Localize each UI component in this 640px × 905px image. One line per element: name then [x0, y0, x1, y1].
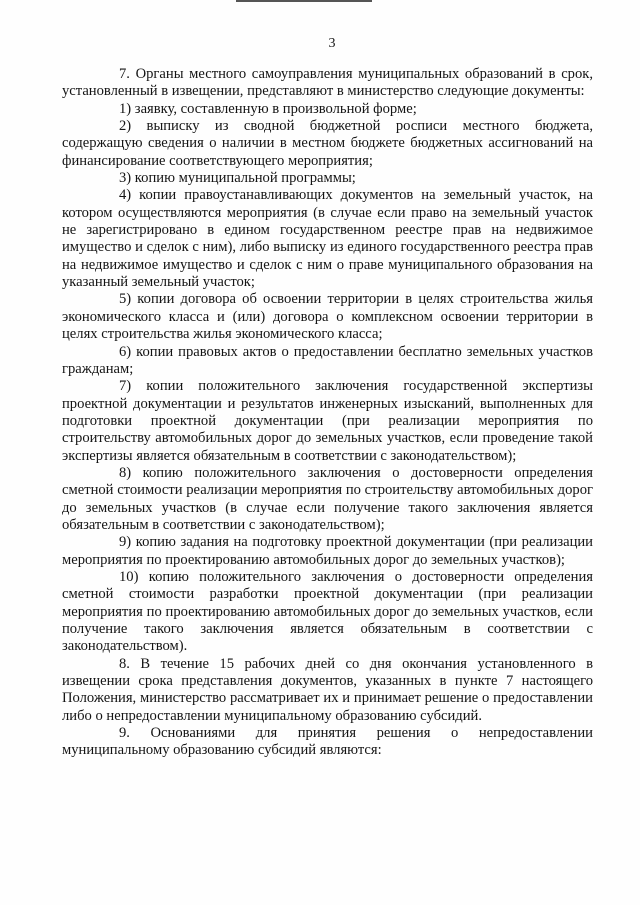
paragraph-9: 9. Основаниями для принятия решения о непредоставлении муниципальному образованию субсидий являются: — [62, 725, 593, 759]
page-number: 3 — [328, 36, 336, 51]
list-item-4: 4) копии правоустанавливающих документов на земельный участок, на котором осуществляются мероприятия (в случае если право на земельный участок не зарегистрировано в едином государственном реестре прав на недвижимое имущество и сделок с ним), либо выписку из единого государственного реестра прав на недвижимое имущество и сделок с ним о праве муниципального образования на указанный земельный участок; — [62, 187, 593, 291]
list-item-6: 6) копии правовых актов о предоставлении бесплатно земельных участков гражданам; — [62, 343, 593, 377]
list-item-5: 5) копии договора об освоении территории в целях строительства жилья экономического класса и (или) договора о комплексном освоении территории в целях строительства жилья экономического класса; — [62, 291, 593, 343]
document-body — [62, 66, 593, 760]
list-item-8: 8) копию положительного заключения о достоверности определения сметной стоимости реализации мероприятия по строительству автомобильных дорог до земельных участков (в случае если получение такого заключения является обязательным в соответствии с законодательством); — [62, 464, 593, 533]
paragraph-8: 8. В течение 15 рабочих дней со дня окончания установленного в извещении срока представления документов, указанных в пункте 7 настоящего Положения, министерство рассматривает их и принимает решение о предоставлении либо о непредоставлении муниципальному образованию субсидий. — [62, 655, 593, 724]
paragraph-7: 7. Органы местного самоуправления муниципальных образований в срок, установленный в извещении, представляют в министерство следующие документы: — [62, 66, 593, 100]
top-edge-rule — [236, 0, 372, 2]
list-item-10: 10) копию положительного заключения о достоверности определения сметной стоимости разработки проектной документации (при реализации мероприятия по проектированию автомобильных дорог до земельных участков, если получение такого заключения является обязательным в соответствии с законодательством). — [62, 568, 593, 655]
list-item-1: 1) заявку, составленную в произвольной форме; — [119, 100, 417, 117]
list-item-3: 3) копию муниципальной программы; — [119, 170, 356, 187]
list-item-2: 2) выписку из сводной бюджетной росписи местного бюджета, содержащую сведения о наличии в местном бюджете бюджетных ассигнований на финансирование соответствующего мероприятия; — [62, 118, 593, 169]
list-item-7: 7) копии положительного заключения государственной экспертизы проектной документации и результатов инженерных изысканий, выполненных для подготовки проектной документации (при реализации мероприятия по строительству автомобильных дорог до земельных участков, если проведение такой экспертизы является обязательным в соответствии с законодательством); — [62, 378, 593, 464]
list-item-9: 9) копию задания на подготовку проектной документации (при реализации мероприятия по проектированию автомобильных дорог до земельных участков); — [62, 534, 593, 568]
